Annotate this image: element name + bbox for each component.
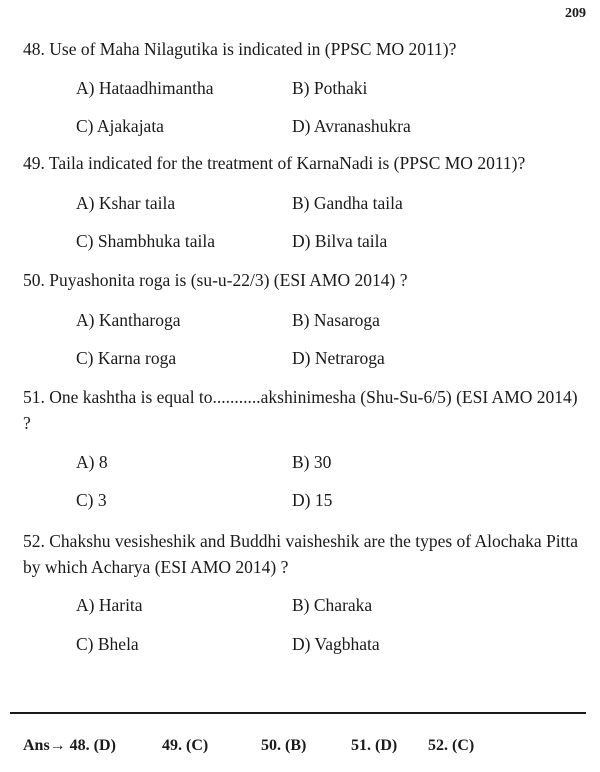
- q50-option-a: A) Kantharoga: [76, 310, 181, 330]
- q52-option-b: B) Charaka: [292, 595, 373, 615]
- q49-option-a: A) Kshar taila: [76, 193, 176, 213]
- q48-option-b: B) Pothaki: [292, 78, 368, 98]
- q52-option-c: C) Bhela: [76, 634, 139, 654]
- question-49: 49. Taila indicated for the treatment of KarnaNadi is (PPSC MO 2011)?: [23, 153, 526, 173]
- answer-50: 50. (B): [261, 737, 307, 754]
- q50-option-d: D) Netraroga: [292, 348, 385, 368]
- q49-option-b: B) Gandha taila: [292, 193, 403, 213]
- q48-option-d: D) Avranashukra: [292, 116, 411, 136]
- q50-option-c: C) Karna roga: [76, 348, 177, 368]
- q51-option-b: B) 30: [292, 452, 332, 472]
- q52-option-a: A) Harita: [76, 595, 143, 615]
- q48-option-c: C) Ajakajata: [76, 116, 164, 136]
- answer-49: 49. (C): [162, 737, 209, 754]
- answer-key-label: Ans→ 48. (D): [23, 737, 116, 754]
- divider-rule: [10, 712, 586, 714]
- q49-option-d: D) Bilva taila: [292, 231, 388, 251]
- q50-option-b: B) Nasaroga: [292, 310, 380, 330]
- question-48: 48. Use of Maha Nilagutika is indicated in (PPSC MO 2011)?: [23, 39, 457, 59]
- q48-option-a: A) Hataadhimantha: [76, 78, 214, 98]
- answer-52: 52. (C): [428, 737, 475, 754]
- question-51: 51. One kashtha is equal to...........akshinimesha (Shu-Su-6/5) (ESI AMO 2014) ?: [23, 387, 578, 433]
- question-52: 52. Chakshu vesisheshik and Buddhi vaisheshik are the types of Alochaka Pitta by which Acharya (ESI AMO 2014) ?: [23, 531, 579, 577]
- q49-option-c: C) Shambhuka taila: [76, 231, 216, 251]
- q51-option-a: A) 8: [76, 452, 108, 472]
- question-50: 50. Puyashonita roga is (su-u-22/3) (ESI AMO 2014) ?: [23, 270, 408, 290]
- page-number: 209: [565, 6, 586, 21]
- q51-option-d: D) 15: [292, 490, 333, 510]
- q52-option-d: D) Vagbhata: [292, 634, 380, 654]
- q51-option-c: C) 3: [76, 490, 107, 510]
- answer-51: 51. (D): [351, 737, 398, 754]
